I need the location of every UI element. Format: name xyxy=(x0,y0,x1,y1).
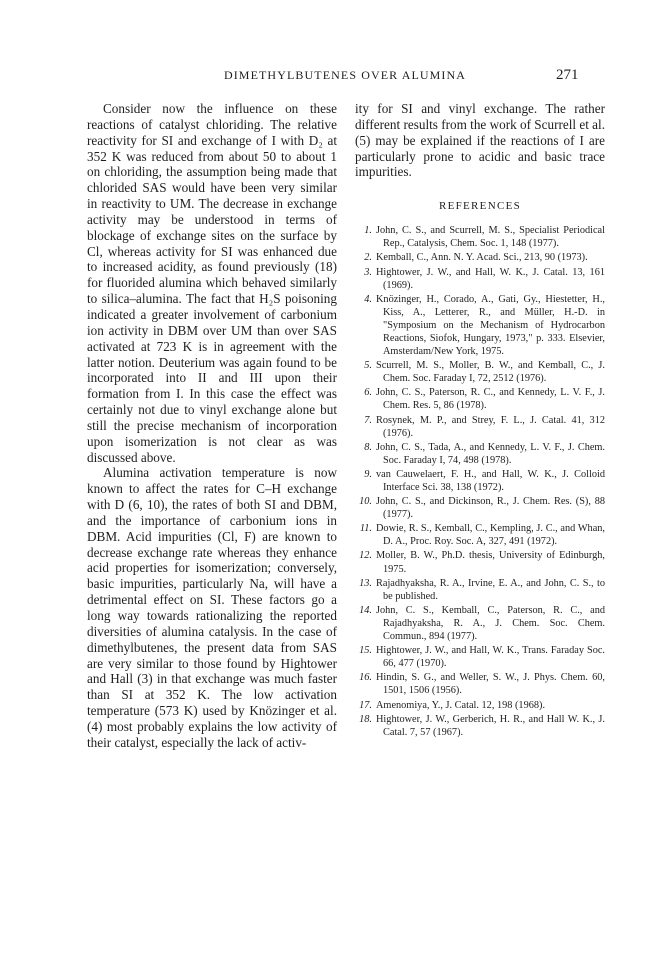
body-paragraph: Consider now the influence on these reactions of catalyst chloriding. The relative reactivity for SI and exchange of I with D₂ at 352 K was reduced from about 50 to about 1 on chloriding, the assumption being made that chlorided SAS would have been very similar in reactivity to UM. The decrease in exchange activity may be understood in terms of blockage of exchange sites on the surface by Cl, whereas activity for SI was enhanced due to increased acidity, as found previously (18) for fluorided alumina which behaved similarly to silica–alumina. The fact that H₂S poisoning indicated a greater involvement of carbonium ion activity in DBM over UM than over SAS activated at 723 K is in agreement with the latter notion. Deuterium was again found to be incorporated into II and III upon their formation from I. In this case the effect was certainly not due to vinyl exchange alone but still the precise mechanism of incorporation upon isomerization is not clear as was discussed above. xyxy=(87,101,337,465)
reference-item xyxy=(355,224,605,250)
reference-text: Kemball, C., Ann. N. Y. Acad. Sci., 213, 90 (1973). xyxy=(376,252,588,264)
reference-number: 8. xyxy=(364,441,372,453)
reference-item xyxy=(355,699,605,712)
reference-text: Rosynek, M. P., and Strey, F. L., J. Catal. 41, 312 (1976). xyxy=(376,414,605,439)
reference-item xyxy=(355,671,605,697)
reference-text: Hightower, J. W., and Hall, W. K., Trans. Faraday Soc. 66, 477 (1970). xyxy=(376,645,605,670)
reference-item xyxy=(355,359,605,385)
page-header xyxy=(0,68,672,84)
reference-text: Rajadhyaksha, R. A., Irvine, E. A., and John, C. S., to be published. xyxy=(376,577,605,602)
reference-text: Knözinger, H., Corado, A., Gati, Gy., Hiestetter, H., Kiss, A., Letterer, R., and Müller, H.-D. in "Symposium on the Mechanism of Hydrocarbon Reactions, Siofok, Hungary, 1973," p. 333. Elsevier, Amsterdam/New York, 1975. xyxy=(376,293,605,358)
body-paragraph: Alumina activation temperature is now known to affect the rates for C–H exchange with D (6, 10), the rates of both SI and DBM, and the importance of carbonium ions in DBM. Acid impurities (Cl, F) are known to decrease exchange rate whereas they enhance acid properties for isomerization; conversely, basic impurities, particularly Na, will have a detrimental effect on SI. These factors go a long way towards rationalizing the reported diversities of alumina catalysis. In the case of dimethylbutenes, the present data from SAS are very similar to those found by Hightower and Hall (3) in that exchange was much faster than SI at 352 K. The low activation temperature (573 K) used by Knözinger et al. (4) most probably explains the low activity of their catalyst, especially the lack of activ- xyxy=(87,465,337,750)
reference-number: 11. xyxy=(359,523,372,535)
reference-item xyxy=(355,414,605,440)
reference-number: 4. xyxy=(364,293,372,305)
reference-number: 7. xyxy=(364,414,372,426)
reference-item xyxy=(355,386,605,412)
page-number: 271 xyxy=(556,67,579,83)
reference-item xyxy=(355,441,605,467)
reference-text: Dowie, R. S., Kemball, C., Kempling, J. C., and Whan, D. A., Proc. Roy. Soc. A, 327, 491 (1972). xyxy=(376,523,605,548)
right-column xyxy=(355,101,605,740)
reference-number: 9. xyxy=(364,468,372,480)
reference-item xyxy=(355,468,605,494)
reference-text: John, C. S., Paterson, R. C., and Kennedy, L. V. F., J. Chem. Res. 5, 86 (1978). xyxy=(376,387,605,412)
reference-item xyxy=(355,266,605,292)
references-heading: REFERENCES xyxy=(438,200,522,213)
reference-number: 12. xyxy=(359,550,372,562)
reference-number: 16. xyxy=(359,672,372,684)
reference-number: 2. xyxy=(364,252,372,264)
reference-text: Hindin, S. G., and Weller, S. W., J. Phys. Chem. 60, 1501, 1506 (1956). xyxy=(376,672,605,697)
reference-list xyxy=(355,224,605,739)
reference-text: van Cauwelaert, F. H., and Hall, W. K., J. Colloid Interface Sci. 38, 138 (1972). xyxy=(376,468,605,493)
reference-text: Amenomiya, Y., J. Catal. 12, 198 (1968). xyxy=(376,699,546,711)
reference-text: John, C. S., and Dickinson, R., J. Chem. Res. (S), 88 (1977). xyxy=(376,496,605,521)
running-title: DIMETHYLBUTENES OVER ALUMINA xyxy=(223,68,467,82)
reference-item xyxy=(355,495,605,521)
reference-number: 10. xyxy=(359,496,372,508)
reference-text: John, C. S., Kemball, C., Paterson, R. C., and Rajadhyaksha, R. A., J. Chem. Soc. Chem. Commun., 894 (1977). xyxy=(376,604,605,643)
reference-item xyxy=(355,713,605,739)
reference-item xyxy=(355,251,605,264)
reference-text: Hightower, J. W., and Hall, W. K., J. Catal. 13, 161 (1969). xyxy=(376,266,605,291)
reference-item xyxy=(355,293,605,358)
reference-item xyxy=(355,604,605,643)
reference-number: 17. xyxy=(359,699,372,711)
reference-item xyxy=(355,522,605,548)
reference-item xyxy=(355,644,605,670)
reference-number: 15. xyxy=(359,645,372,657)
reference-number: 5. xyxy=(364,360,372,372)
reference-number: 1. xyxy=(364,225,372,237)
reference-number: 6. xyxy=(364,387,372,399)
reference-text: Moller, B. W., Ph.D. thesis, University of Edinburgh, 1975. xyxy=(376,550,605,575)
reference-item xyxy=(355,577,605,603)
reference-number: 3. xyxy=(364,266,372,278)
reference-text: Scurrell, M. S., Moller, B. W., and Kemball, C., J. Chem. Soc. Faraday I, 72, 2512 (1976). xyxy=(376,360,605,385)
left-column xyxy=(87,101,337,751)
reference-item xyxy=(355,549,605,575)
body-paragraph-continuation: ity for SI and vinyl exchange. The rather different results from the work of Scurrell et al. (5) may be explained if the reactions of I are particularly prone to acidic and basic trace impurities. xyxy=(355,101,605,180)
reference-text: John, C. S., and Scurrell, M. S., Specialist Periodical Rep., Catalysis, Chem. Soc. 1, 148 (1977). xyxy=(376,225,605,250)
reference-number: 14. xyxy=(359,604,372,616)
reference-number: 18. xyxy=(359,713,372,725)
reference-text: John, C. S., Tada, A., and Kennedy, L. V. F., J. Chem. Soc. Faraday I, 74, 498 (1978). xyxy=(376,441,605,466)
reference-text: Hightower, J. W., Gerberich, H. R., and Hall W. K., J. Catal. 7, 57 (1967). xyxy=(376,713,605,738)
reference-number: 13. xyxy=(359,577,372,589)
